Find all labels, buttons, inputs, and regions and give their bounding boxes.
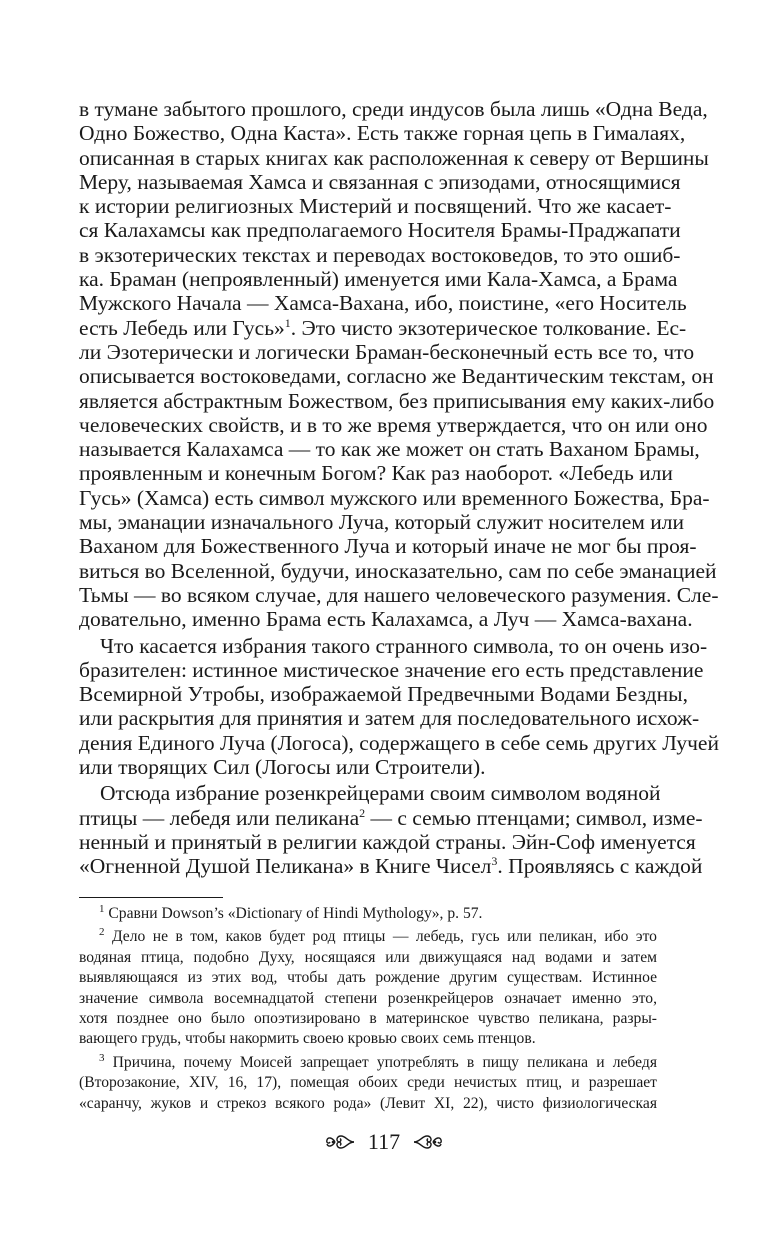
text-segment: птицы — лебедя или пеликана	[79, 805, 360, 830]
text-line: Одно Божество, Одна Каста». Есть также горная цепь в Гималаях,	[79, 121, 686, 146]
footnote-line: значение символа восемнадцатой степени розенкрейцеров означает именно это,	[79, 989, 657, 1007]
footnote-ref: 2	[359, 805, 366, 820]
text-segment: . Проявляясь с каждой	[497, 854, 703, 879]
text-line: Тьмы — во всяком случае, для нашего человеческого разумения. Сле-	[79, 582, 719, 607]
text-line: или творящих Сил (Логосы или Строители).	[79, 755, 486, 780]
text-segment: — с семью птенцами; символ, изме-	[370, 805, 703, 830]
text-line: Меру, называемая Хамса и связанная с эпизодами, относящимися	[79, 169, 681, 194]
text-segment: есть Лебедь или Гусь»	[79, 315, 285, 340]
main-text	[79, 97, 719, 879]
text-segment: Причина, почему Моисей запрещает употреблять в пищу пеликана и лебедя	[112, 1053, 657, 1071]
text-line: ли Эзотерически и логически Браман-бесконечный есть все то, что	[79, 339, 695, 364]
fleuron-left-icon	[324, 1131, 356, 1153]
text-line: называется Калахамса — то как же может он стать Ваханом Брамы,	[79, 437, 700, 462]
text-line: Что касается избрания такого странного символа, то он очень изо-	[100, 633, 708, 658]
page-number: 117	[367, 1128, 401, 1154]
footnote-number: 3	[99, 1051, 105, 1064]
text-line: Отсюда избрание розенкрейцерами своим символом водяной	[100, 781, 661, 806]
text-line: Гусь» (Хамса) есть символ мужского или временного Божества, Бра-	[79, 485, 710, 510]
footnote-line: выявляющаяся из этих вод, чтобы дать рождение другим существам. Истинное	[79, 969, 657, 987]
footnote-line: водяная птица, подобно Духу, носящаяся или движущаяся над водами и затем	[79, 948, 657, 966]
text-line: дения Единого Луча (Логоса), содержащего в себе семь других Лучей	[79, 730, 719, 755]
text-segment: Это чисто экзотерическое толкование. Ес-	[301, 315, 687, 340]
text-line: довательно, именно Брама есть Калахамса, а Луч — Хамса-вахана.	[79, 607, 693, 632]
text-line	[79, 805, 703, 830]
text-segment: Дело не в том, каков будет род птицы — лебедь, гусь или пеликан, ибо это	[111, 928, 657, 946]
text-line: или раскрытия для принятия и затем для последовательного исхож-	[79, 706, 700, 731]
footnote-number: 1	[99, 903, 105, 915]
footnote-line: (Второзаконие, XIV, 16, 17), помещая обоих среди нечистых птиц, и разрешает	[79, 1074, 657, 1092]
paragraph	[79, 633, 719, 780]
text-line: ненный и принятый в религии каждой страны. Эйн-Соф именуется	[79, 829, 696, 854]
footnote-line	[79, 904, 657, 924]
footnote-divider	[79, 897, 223, 898]
text-line: проявленным и конечным Богом? Как раз наоборот. «Лебедь или	[79, 461, 673, 486]
text-line	[79, 854, 703, 879]
footnote-number: 2	[99, 926, 105, 939]
text-line: Мужского Начала — Хамса-Вахана, ибо, поистине, «его Носитель	[79, 291, 687, 316]
footnote-ref: 1	[284, 315, 291, 330]
footnote-ref: 3	[491, 854, 498, 869]
text-line: Ваханом для Божественного Луча и который иначе не мог бы проя-	[79, 534, 697, 559]
page-footer	[0, 1125, 768, 1157]
text-line: описывается востоковедами, согласно же Ведантическим текстам, он	[79, 364, 714, 389]
paragraph	[79, 781, 703, 879]
footnote-line: вающего грудь, чтобы накормить своею кровью своих семь птенцов.	[79, 1030, 536, 1048]
text-line: к истории религиозных Мистерий и посвящений. Что же касает-	[79, 194, 672, 219]
text-line: Всемирной Утробы, изображаемой Предвечными Водами Бездны,	[79, 682, 688, 707]
text-line: виться во Вселенной, будучи, иносказательно, сам по себе эманацией	[79, 558, 717, 583]
text-line: ка. Браман (непроявленный) именуется ими Кала-Хамса, а Брама	[79, 267, 678, 292]
text-line: человеческих свойств, и в то же время утверждается, что он или оно	[79, 412, 708, 437]
footnote-line: «саранчу, жуков и стрекоз всякого рода» (Левит XI, 22), чисто физиологическая	[79, 1094, 657, 1112]
text-line: ся Калахамсы как предполагаемого Носителя Брамы-Праджапати	[79, 218, 681, 243]
text-segment: Сравни Dowson’s «Dictionary of Hindi Mythology», p. 57.	[108, 905, 483, 922]
footnote-line	[79, 1053, 657, 1073]
text-line: описанная в старых книгах как расположенная к северу от Вершины	[79, 145, 709, 170]
footnote	[79, 904, 657, 924]
text-line: бразителен: истинное мистическое значение его есть представление	[79, 657, 704, 682]
fleuron-right-icon	[412, 1131, 444, 1153]
text-segment: «Огненной Душой Пеликана» в Книге Чисел	[79, 854, 492, 879]
footnote-line: хотя позднее оно было опоэтизировано в материнское чувство пеликана, разры-	[79, 1009, 657, 1027]
footnote	[79, 927, 657, 1049]
text-line: в экзотерических текстах и переводах востоковедов, то это ошиб-	[79, 242, 681, 267]
footnote	[79, 1053, 657, 1114]
footnote-line	[79, 927, 657, 947]
text-line: есть Лебедь или Гусь»$^1$. Это чисто экзотерическое толкование. Ес-	[79, 315, 687, 340]
text-line: мы, эманации изначального Луча, который служит носителем или	[79, 510, 685, 535]
text-line: является абстрактным Божеством, без приписывания ему каких-либо	[79, 388, 715, 413]
footnotes	[79, 904, 657, 1114]
text-line: в тумане забытого прошлого, среди индусов была лишь «Одна Веда,	[79, 97, 708, 121]
paragraph	[79, 97, 719, 632]
